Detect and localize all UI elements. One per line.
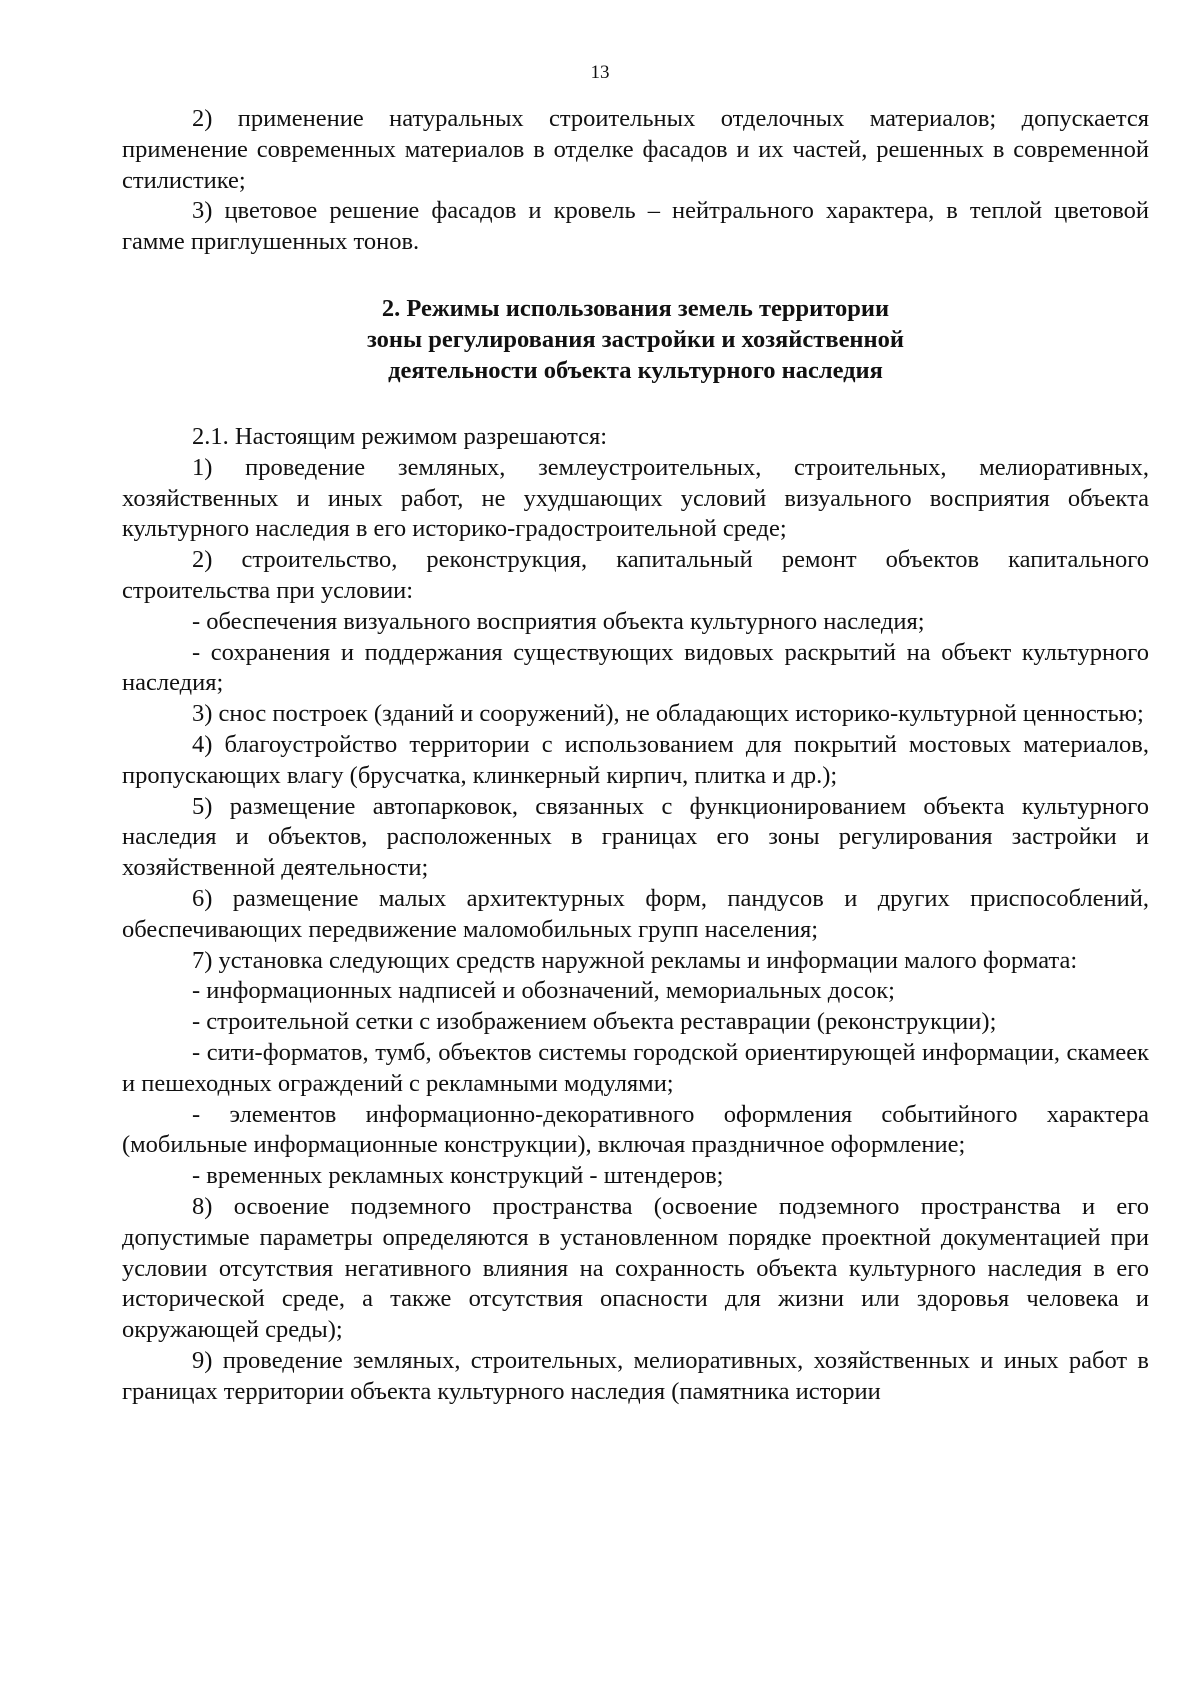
page-number: 13 (590, 62, 610, 83)
paragraph: 2.1. Настоящим режимом разрешаются: (192, 422, 608, 450)
paragraph: 2) применение натуральных строительных отделочных материалов; допускается применение современных материалов в отделке фасадов и их частей, решенных в современной стилистике; (122, 105, 1149, 194)
paragraph: 1) проведение земляных, землеустроительных, строительных, мелиоративных, хозяйственных и иных работ, не ухудшающих условий визуального восприятия объекта культурного наследия в его историко-градостроительной среде; (122, 453, 1149, 543)
section-heading (122, 293, 1149, 386)
paragraph: - информационных надписей и обозначений, мемориальных досок; (192, 977, 895, 1005)
paragraph: 4) благоустройство территории с использованием для покрытий мостовых материалов, пропускающих влагу (брусчатка, клинкерный кирпич, плитка и др.); (122, 730, 1149, 789)
paragraph: 2) строительство, реконструкция, капитальный ремонт объектов капитального строительства при условии: (122, 546, 1149, 604)
section-heading-line: 2. Режимы использования земель территории (381, 294, 890, 322)
section-heading-line: зоны регулирования застройки и хозяйственной (366, 325, 905, 353)
paragraph: 8) освоение подземного пространства (освоение подземного пространства и его допустимые параметры определяются в установленном порядке проектной документацией при условии отсутствия негативного влияния на сохранность объекта культурного наследия в его исторической среде, а также отсутствия опасности для жизни или здоровья человека и окружающей среды); (122, 1192, 1149, 1344)
paragraph: 5) размещение автопарковок, связанных с функционированием объекта культурного наследия и объектов, расположенных в границах его зоны регулирования застройки и хозяйственной деятельности; (122, 792, 1149, 882)
paragraph: - сити-форматов, тумб, объектов системы городской ориентирующей информации, скамеек и пешеходных ограждений с рекламными модулями; (122, 1038, 1149, 1097)
section-heading-line: деятельности объекта культурного наследия (388, 356, 883, 384)
document-body (122, 104, 1149, 1407)
paragraph: - строительной сетки с изображением объекта реставрации (реконструкции); (192, 1008, 997, 1036)
paragraph: - обеспечения визуального восприятия объекта культурного наследия; (192, 607, 925, 635)
paragraph: 3) снос построек (зданий и сооружений), не обладающих историко-культурной ценностью; (192, 700, 1144, 728)
paragraph: 3) цветовое решение фасадов и кровель – нейтрального характера, в теплой цветовой гамме приглушенных тонов. (122, 197, 1149, 256)
paragraph: 9) проведение земляных, строительных, мелиоративных, хозяйственных и иных работ в границах территории объекта культурного наследия (памятника истории (122, 1346, 1149, 1405)
paragraph: 6) размещение малых архитектурных форм, пандусов и других приспособлений, обеспечивающих передвижение маломобильных групп населения; (122, 884, 1149, 943)
paragraph: - сохранения и поддержания существующих видовых раскрытий на объект культурного наследия; (122, 638, 1149, 697)
paragraph: - элементов информационно-декоративного оформления событийного характера (мобильные информационные конструкции), включая праздничное оформление; (122, 1100, 1149, 1159)
paragraph: 7) установка следующих средств наружной рекламы и информации малого формата: (192, 946, 1078, 974)
paragraph: - временных рекламных конструкций - штендеров; (192, 1162, 724, 1190)
